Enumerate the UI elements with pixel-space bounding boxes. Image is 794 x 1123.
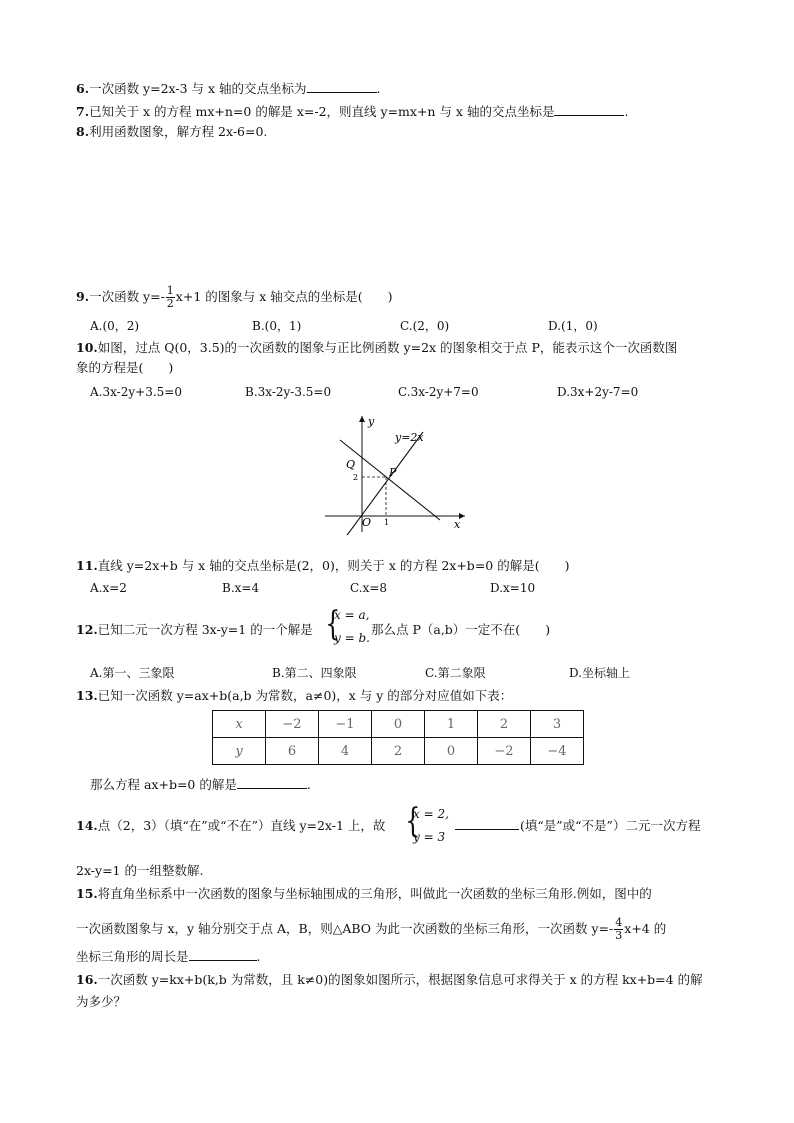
option-a[interactable]: A.(0，2) <box>90 319 140 333</box>
fraction-numerator: 4 <box>615 916 623 929</box>
fraction-numerator: 1 <box>166 284 174 297</box>
answer-blank[interactable] <box>189 948 257 961</box>
question-15-line2 <box>76 917 666 942</box>
answer-blank[interactable] <box>455 817 519 830</box>
question-text-post: x+1 的图象与 x 轴交点的坐标是( ) <box>175 289 393 304</box>
x-axis-label: x <box>454 518 461 531</box>
table-cell: 1 <box>425 711 478 738</box>
question-12 <box>76 622 313 638</box>
table-cell: −1 <box>319 711 372 738</box>
question-text: 一次函数 y=2x-3 与 x 轴的交点坐标为 <box>89 81 307 96</box>
question-16 <box>76 972 703 988</box>
answer-blank[interactable] <box>554 103 624 116</box>
fraction <box>614 917 623 942</box>
option-b[interactable]: B.x=4 <box>222 581 260 595</box>
fraction <box>166 285 175 310</box>
value-table <box>212 710 584 765</box>
table-cell: x <box>213 711 266 738</box>
table-cell: 0 <box>372 711 425 738</box>
system-eq-2: y = 3 <box>413 830 446 844</box>
table-cell: 2 <box>478 711 531 738</box>
option-b[interactable]: B.(0，1) <box>252 319 302 333</box>
question-9 <box>76 285 393 310</box>
question-text: 直线 y=2x+b 与 x 轴的交点坐标是(2，0)，则关于 x 的方程 2x+b=0 的解是( ) <box>97 558 570 573</box>
question-number: 10. <box>76 340 98 355</box>
period: . <box>376 81 381 96</box>
question-10 <box>76 340 677 356</box>
question-number: 16. <box>76 972 98 987</box>
question-13 <box>76 688 512 704</box>
question-16-line2: 为多少？ <box>76 994 127 1009</box>
option-a[interactable]: A.x=2 <box>90 581 127 595</box>
option-c[interactable]: C.第二象限 <box>425 666 486 680</box>
question-text-pre: 一次函数 y=- <box>89 289 165 304</box>
question-text: 一次函数 y=kx+b(k,b 为常数，且 k≠0)的图象如图所示，根据图象信息可求得关于 x 的方程 kx+b=4 的解 <box>97 972 703 987</box>
y-axis-arrow <box>359 416 365 422</box>
question-number: 12. <box>76 622 98 637</box>
system-eq-1: x = 2, <box>413 807 449 821</box>
question-text-post: x+4 的 <box>624 921 667 936</box>
option-b[interactable]: B.3x-2y-3.5=0 <box>245 385 332 399</box>
table-cell: −4 <box>531 738 584 765</box>
question-text-post: (填“是”或“不是”）二元一次方程 <box>520 818 701 833</box>
point-q-label: Q <box>346 458 356 471</box>
option-b[interactable]: B.第二、四象限 <box>272 666 357 680</box>
fraction-denominator: 3 <box>615 929 623 942</box>
question-text: 利用函数图象，解方程 2x-6=0. <box>89 124 268 139</box>
question-text: 将直角坐标系中一次函数的图象与坐标轴围成的三角形，叫做此一次函数的坐标三角形.例如，图中的 <box>97 886 652 901</box>
system-eq-1: x = a, <box>334 608 370 622</box>
y-axis-label: y <box>368 415 375 428</box>
question-15 <box>76 886 652 902</box>
equation-brace: { <box>325 604 341 644</box>
question-number: 11. <box>76 558 98 573</box>
table-cell: 0 <box>425 738 478 765</box>
question-number: 15. <box>76 886 98 901</box>
system-eq-2: y = b. <box>334 631 370 645</box>
question-text: 坐标三角形的周长是 <box>76 949 189 964</box>
table-cell: y <box>213 738 266 765</box>
question-11 <box>76 558 569 574</box>
period: . <box>624 104 629 119</box>
question-number: 8. <box>76 124 90 139</box>
option-d[interactable]: D.(1，0) <box>548 319 598 333</box>
option-d[interactable]: D.3x+2y-7=0 <box>557 385 639 399</box>
question-15-line3 <box>76 948 261 965</box>
question-14-line2: 2x-y=1 的一组整数解. <box>76 863 204 878</box>
equation-brace: { <box>405 801 421 841</box>
table-row-y <box>213 738 584 765</box>
question-number: 13. <box>76 688 98 703</box>
question-10-line2: 象的方程是( ) <box>76 360 174 375</box>
table-cell: 3 <box>531 711 584 738</box>
answer-blank[interactable] <box>237 776 307 789</box>
table-cell: 4 <box>319 738 372 765</box>
question-text-pre: 已知二元一次方程 3x-y=1 的一个解是 <box>97 622 313 637</box>
origin-label: O <box>362 516 372 529</box>
answer-blank[interactable] <box>307 80 377 93</box>
question-text: 已知关于 x 的方程 mx+n=0 的解是 x=-2，则直线 y=mx+n 与 x 轴的交点坐标是 <box>89 104 555 119</box>
question-text-pre: 一次函数图象与 x，y 轴分别交于点 A，B，则△ABO 为此一次函数的坐标三角形，一次函数 y=- <box>76 921 614 936</box>
question-8 <box>76 124 267 140</box>
q10-figure <box>320 410 470 535</box>
tick-label-y: 2 <box>353 473 359 482</box>
table-cell: 6 <box>266 738 319 765</box>
question-text: 如图，过点 Q(0，3.5)的一次函数的图象与正比例函数 y=2x 的图象相交于点 P，能表示这个一次函数图 <box>97 340 678 355</box>
question-14 <box>76 818 385 834</box>
option-d[interactable]: D.x=10 <box>490 581 536 595</box>
option-a[interactable]: A.第一、三象限 <box>90 666 175 680</box>
option-d[interactable]: D.坐标轴上 <box>569 666 631 680</box>
tick-label-x: 1 <box>384 518 390 527</box>
question-number: 6. <box>76 81 90 96</box>
question-text-post: 那么点 P（a,b）一定不在( ) <box>371 622 551 637</box>
question-number: 9. <box>76 289 90 304</box>
option-c[interactable]: C.3x-2y+7=0 <box>398 385 479 399</box>
period: . <box>256 949 261 964</box>
table-cell: 2 <box>372 738 425 765</box>
question-6 <box>76 80 381 97</box>
option-a[interactable]: A.3x-2y+3.5=0 <box>90 385 182 399</box>
question-number: 7. <box>76 104 90 119</box>
option-c[interactable]: C.(2，0) <box>400 319 450 333</box>
line-label: y=2x <box>395 431 424 444</box>
fraction-denominator: 2 <box>166 297 174 310</box>
question-text: 那么方程 ax+b=0 的解是 <box>90 777 237 792</box>
period: . <box>306 777 311 792</box>
point-p-label: P <box>389 466 397 479</box>
table-cell: −2 <box>478 738 531 765</box>
question-13-followup <box>90 776 311 793</box>
option-c[interactable]: C.x=8 <box>350 581 388 595</box>
table-row-x <box>213 711 584 738</box>
question-text: 已知一次函数 y=ax+b(a,b 为常数，a≠0)，x 与 y 的部分对应值如下表： <box>97 688 513 703</box>
table-cell: −2 <box>266 711 319 738</box>
question-7 <box>76 103 628 120</box>
question-text-pre: 点（2，3）（填“在”或“不在”）直线 y=2x-1 上，故 <box>97 818 386 833</box>
question-number: 14. <box>76 818 98 833</box>
